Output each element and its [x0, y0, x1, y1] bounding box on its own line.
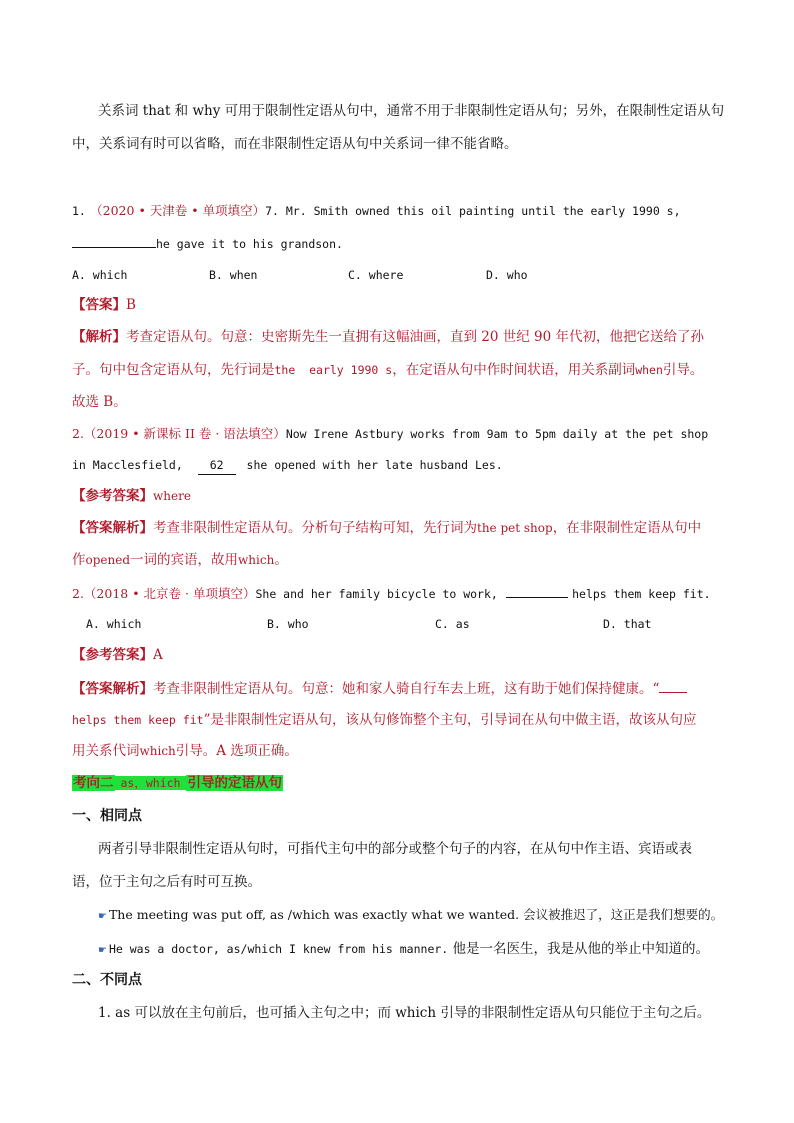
sub1-para-2: 语，位于主句之后有时可互换。	[72, 874, 261, 890]
section-title-b: as，which	[115, 776, 187, 790]
q1-analysis-2e: 引导。	[662, 362, 704, 378]
q3-answer-blank	[506, 584, 568, 598]
q3-analysis-line-3	[72, 742, 298, 760]
q1-analysis-1: 考查定语从句。句意：史密斯先生一直拥有这幅油画，直到 20 世纪 90 年代初，他把它送给了孙	[126, 329, 705, 345]
sub2-heading: 二、不同点	[72, 972, 142, 988]
q1-analysis-2a: 子。句中包含定语从句，先行词是	[72, 362, 275, 378]
q2-answer: where	[153, 489, 191, 503]
q3-analysis-2a: helps them keep fit	[72, 713, 204, 727]
q3-analysis-line-2	[72, 711, 696, 729]
q1-stem-line	[72, 202, 681, 220]
q1-analysis-label: 【解析】	[72, 329, 126, 345]
q2-analysis-2a: 作	[72, 552, 86, 568]
q1-number: 1.	[72, 204, 86, 218]
section-title-c: 引导的定语从句	[187, 775, 282, 791]
q1-answer: B	[126, 297, 136, 313]
q2-stem: Now Irene Astbury works from 9am to 5pm daily at the pet shop	[285, 427, 709, 441]
q2-analysis-line-1	[72, 519, 701, 537]
sub1-example-2	[98, 940, 709, 960]
q2-stem-2b: she opened with her late husband Les.	[246, 458, 503, 472]
sub1-heading: 一、相同点	[72, 808, 142, 824]
sub1-example-2a: He was a doctor, as/which I knew from his manner.	[108, 942, 449, 956]
q2-answer-label: 【参考答案】	[72, 488, 153, 504]
intro-line-1: 关系词 that 和 why 可用于限制性定语从句中，通常不用于非限制性定语从句；另外，在限制性定语从句	[98, 103, 725, 119]
q3-analysis-line-1	[72, 679, 687, 698]
q3-analysis-label: 【答案解析】	[72, 681, 153, 697]
q3-analysis-blank	[659, 679, 687, 693]
q3-option-d: D. that	[603, 617, 652, 631]
q2-analysis-label: 【答案解析】	[72, 520, 153, 536]
q3-analysis-3b: which	[139, 744, 176, 758]
q3-option-c: C. as	[435, 617, 470, 631]
section-heading	[72, 774, 283, 792]
section-title-a: 考向二	[73, 775, 114, 791]
pointing-hand-icon: ☛	[98, 945, 107, 956]
sub1-example-1-text: The meeting was put off, as /which was exactly what we wanted. 会议被推迟了，这正是我们想要的。	[108, 907, 724, 922]
q1-option-a: A. which	[72, 268, 128, 282]
q2-stem-line-2	[72, 456, 503, 475]
intro-line-2: 中，关系词有时可以省略，而在非限制性定语从句中关系词一律不能省略。	[72, 136, 518, 152]
q2-analysis-1c: ，在非限制性定语从句中	[552, 520, 702, 536]
q2-blank-62: 62	[198, 456, 236, 475]
q3-analysis-2b: ”是非限制性定语从句，该从句修饰整个主句，引导词在从句中做主语，故该从句应	[203, 712, 697, 728]
q1-option-d: D. who	[486, 268, 528, 282]
q1-stem-2: he gave it to his grandson.	[156, 237, 343, 251]
q2-stem-2a: in Macclesfield,	[72, 458, 183, 472]
q1-analysis-line-3: 故选 B。	[72, 394, 127, 410]
q3-answer: A	[153, 647, 163, 663]
q3-analysis-3c: 引导。A 选项正确。	[175, 743, 298, 759]
q2-analysis-2d: which	[238, 553, 275, 567]
q3-source: 2.（2018 • 北京卷 · 单项填空）	[72, 586, 256, 601]
q1-analysis-line-1	[72, 328, 704, 346]
q2-analysis-1a: 考查非限制性定语从句。分析句子结构可知，先行词为	[153, 520, 477, 536]
q1-analysis-2c: ，在定语从句中作时间状语，用关系副词	[392, 362, 636, 378]
q2-answer-line	[72, 487, 191, 505]
q3-analysis-3a: 用关系代词	[72, 743, 140, 759]
sub1-example-2b: 他是一名医生，我是从他的举止中知道的。	[452, 941, 710, 957]
q3-option-b: B. who	[267, 617, 309, 631]
q1-source: （2020 • 天津卷 • 单项填空）	[90, 203, 266, 218]
q2-stem-line	[72, 425, 708, 443]
q2-source: 2.（2019 • 新课标 II 卷 · 语法填空）	[72, 426, 286, 441]
q3-analysis-1: 考查非限制性定语从句。句意：她和家人骑自行车去上班，这有助于她们保持健康。“	[153, 681, 660, 697]
q3-stem-end: helps them keep fit.	[572, 587, 711, 601]
sub1-example-1	[98, 906, 723, 926]
q3-stem-line	[72, 584, 711, 603]
q2-analysis-1b: the pet shop	[477, 521, 553, 535]
q1-stem-line-2	[72, 234, 343, 253]
pointing-hand-icon: ☛	[98, 911, 107, 922]
sub1-para-1: 两者引导非限制性定语从句时，可指代主句中的部分或整个句子的内容，在从句中作主语、宾语或表	[98, 841, 692, 857]
q1-option-c: C. where	[348, 268, 404, 282]
q1-analysis-2b: the early 1990 s	[274, 363, 393, 377]
q1-answer-label: 【答案】	[72, 297, 126, 313]
q3-stem: She and her family bicycle to work,	[255, 587, 498, 601]
q1-stem: 7. Mr. Smith owned this oil painting until the early 1990 s,	[265, 204, 681, 218]
q3-answer-line	[72, 646, 163, 664]
q2-analysis-2c: 一词的宾语，故用	[130, 552, 239, 568]
q3-answer-label: 【参考答案】	[72, 647, 153, 663]
q3-option-a: A. which	[86, 617, 142, 631]
q1-option-b: B. when	[209, 268, 258, 282]
q2-analysis-2b: opened	[85, 553, 131, 567]
q1-analysis-2d: when	[635, 363, 663, 377]
q1-answer-blank	[72, 234, 156, 248]
q2-analysis-line-2	[72, 551, 288, 569]
q1-analysis-line-2	[72, 361, 703, 379]
sub2-para-1: 1. as 可以放在主句前后，也可插入主句之中；而 which 引导的非限制性定语从句只能位于主句之后。	[98, 1005, 711, 1021]
q1-answer-line	[72, 296, 136, 314]
q2-analysis-2e: 。	[274, 552, 288, 568]
